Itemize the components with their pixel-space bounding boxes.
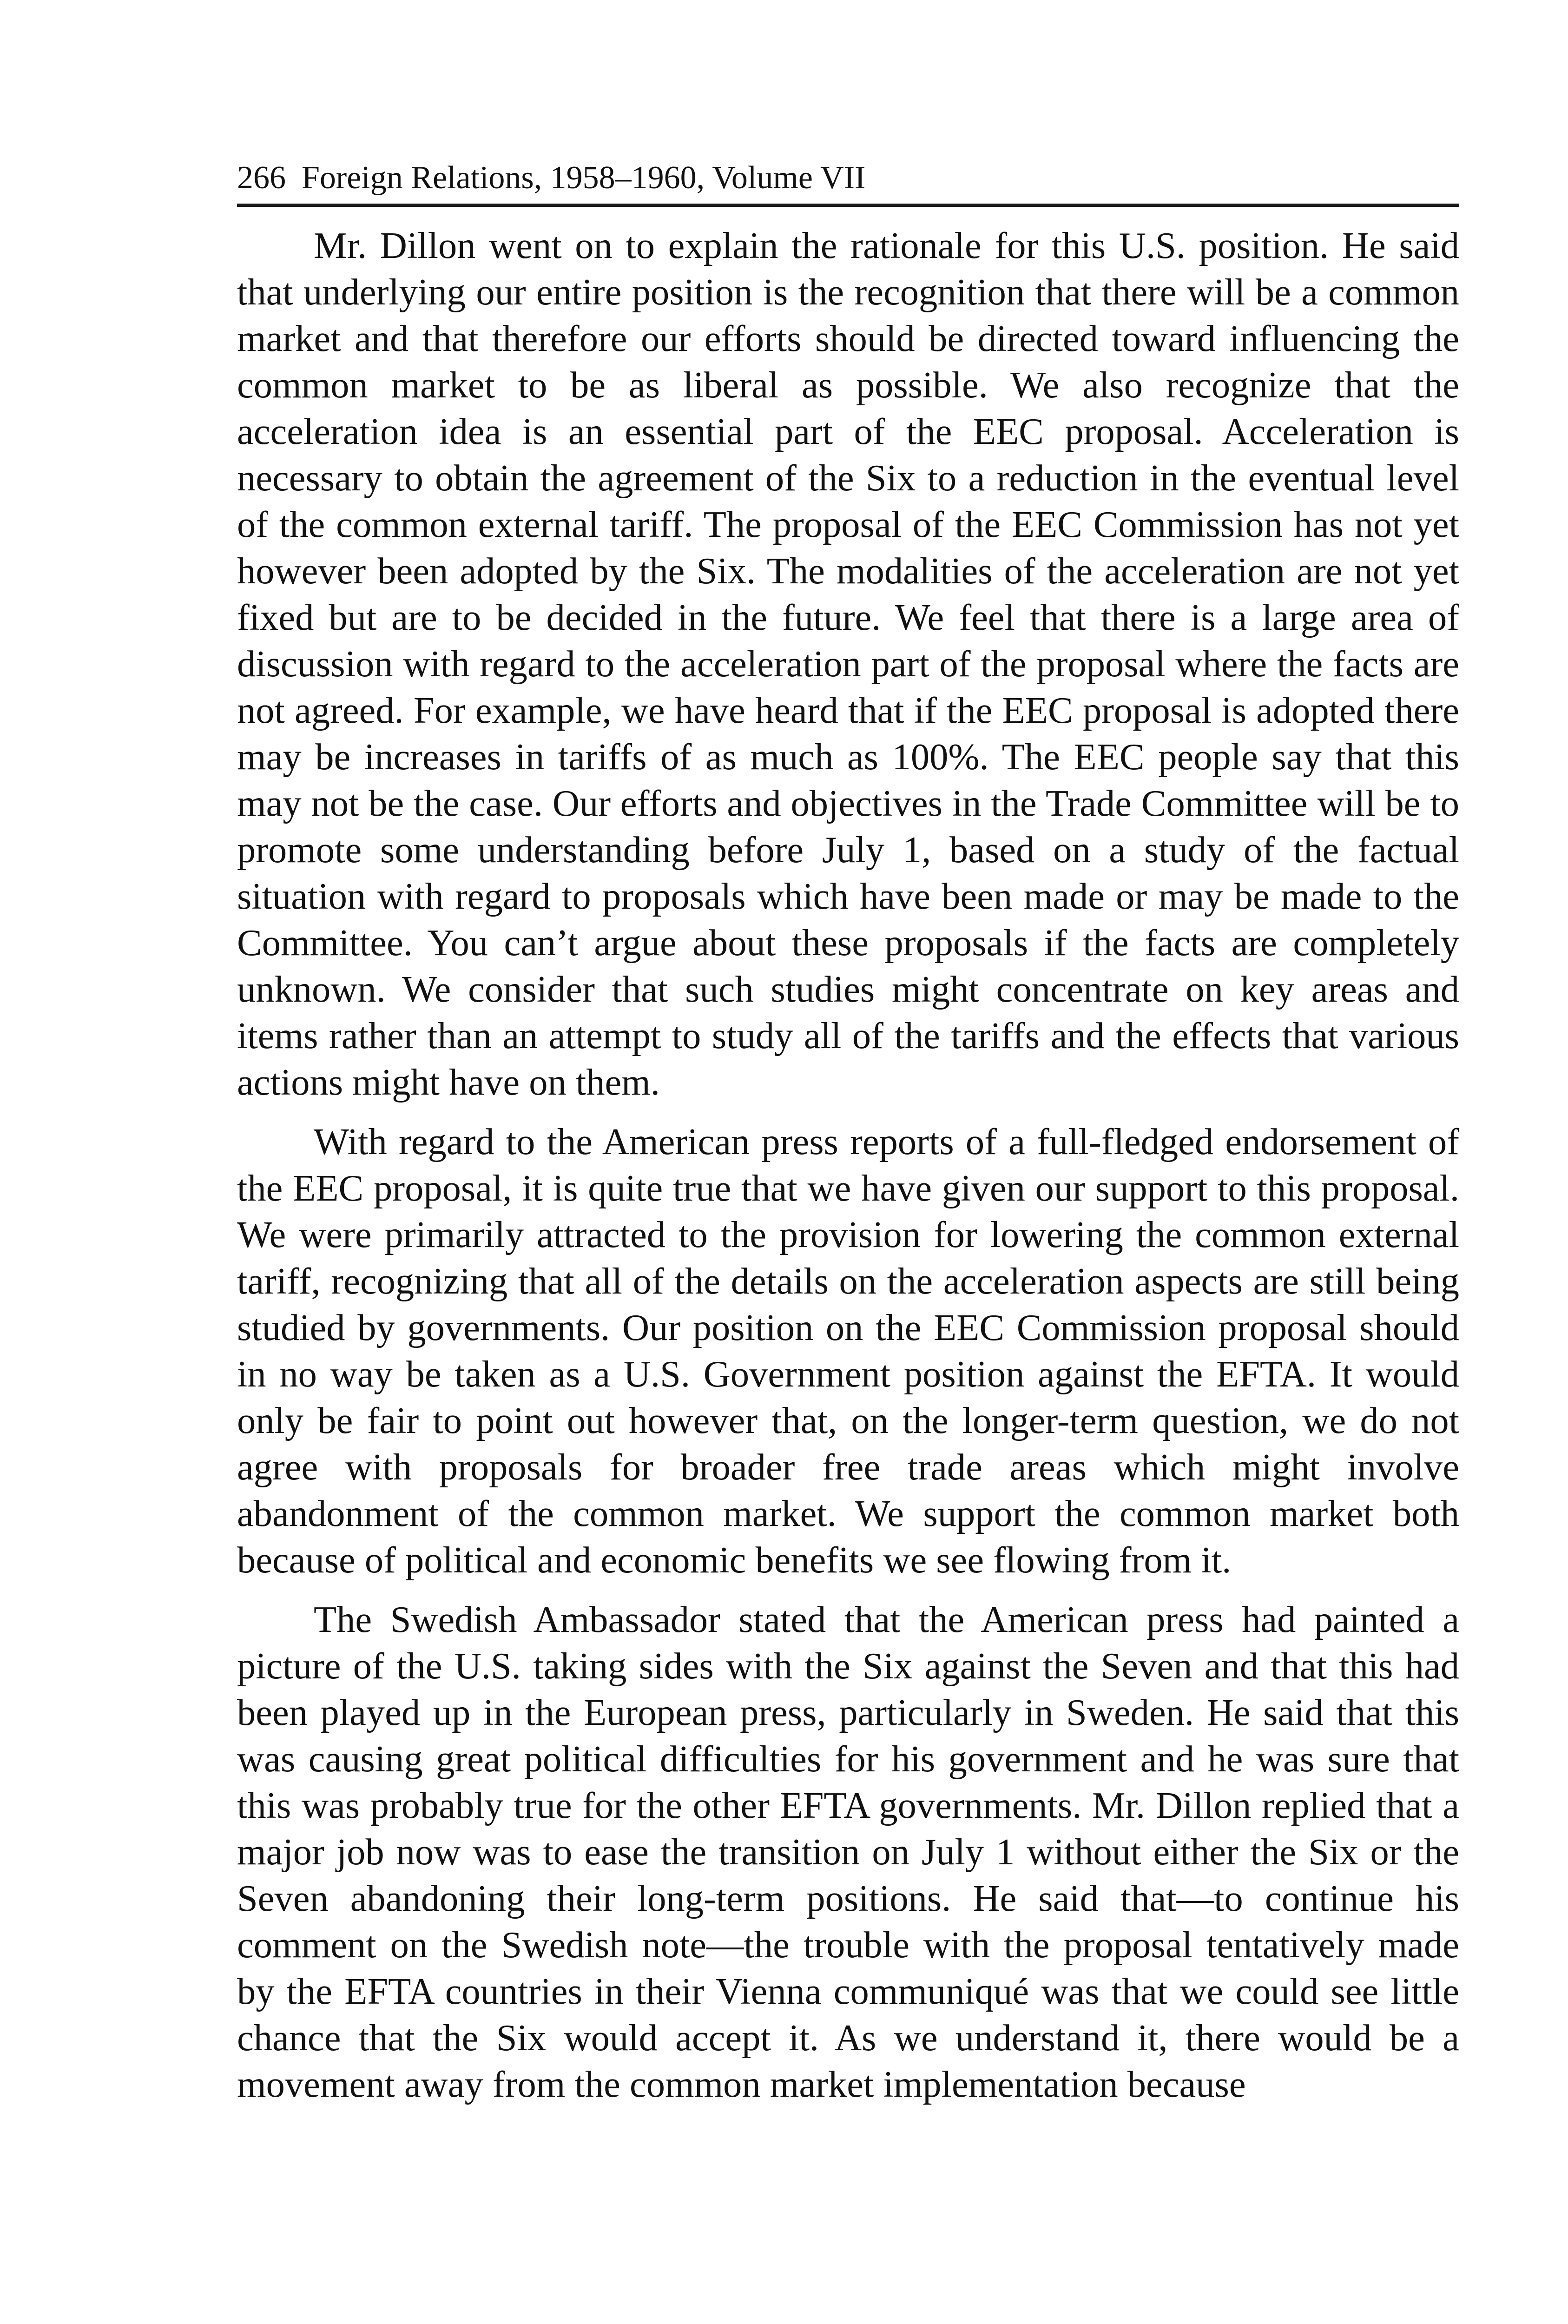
running-head [237,158,1459,207]
running-title: Foreign Relations, 1958–1960, Volume VII [302,160,866,196]
page-number: 266 [237,160,286,196]
paragraph: With regard to the American press reports of a full-fledged endorsement of the EEC proposal, it is quite true that we have given our support to this proposal. We were primarily attracted to the provision for lowering the common external tariff, recognizing that all of the details on the acceleration aspects are still being studied by governments. Our position on the EEC Commission proposal should in no way be taken as a U.S. Government position against the EFTA. It would only be fair to point out however that, on the longer-term question, we do not agree with proposals for broader free trade areas which might involve abandonment of the common market. We support the common market both because of political and economic benefits we see flowing from it. [237,1121,1459,1581]
document-page [237,158,1459,2121]
paragraph: Mr. Dillon went on to explain the rationale for this U.S. position. He said that underlying our entire position is the recognition that there will be a common market and that therefore our efforts should be directed toward influencing the common market to be as liberal as possible. We also recognize that the acceleration idea is an essential part of the EEC proposal. Acceleration is necessary to obtain the agreement of the Six to a reduction in the eventual level of the common external tariff. The proposal of the EEC Commission has not yet however been adopted by the Six. The modalities of the acceleration are not yet fixed but are to be decided in the future. We feel that there is a large area of discussion with regard to the acceleration part of the proposal where the facts are not agreed. For example, we have heard that if the EEC proposal is adopted there may be increases in tariffs of as much as 100%. The EEC people say that this may not be the case. Our efforts and objectives in the Trade Committee will be to promote some understanding before July 1, based on a study of the factual situation with regard to proposals which have been made or may be made to the Committee. You can’t argue about these proposals if the facts are completely unknown. We consider that such studies might concentrate on key areas and items rather than an attempt to study all of the tariffs and the effects that various actions might have on them. [237,225,1459,1103]
body-text [237,223,1459,2108]
paragraph: The Swedish Ambassador stated that the American press had painted a picture of the U.S. taking sides with the Six against the Seven and that this had been played up in the European press, particularly in Sweden. He said that this was causing great political difficulties for his government and he was sure that this was probably true for the other EFTA governments. Mr. Dillon replied that a major job now was to ease the transition on July 1 without either the Six or the Seven abandoning their long-term positions. He said that—to continue his comment on the Swedish note—the trouble with the proposal tentatively made by the EFTA countries in their Vienna communiqué was that we could see little chance that the Six would accept it. As we understand it, there would be a movement away from the common market implementation because [237,1599,1459,2105]
